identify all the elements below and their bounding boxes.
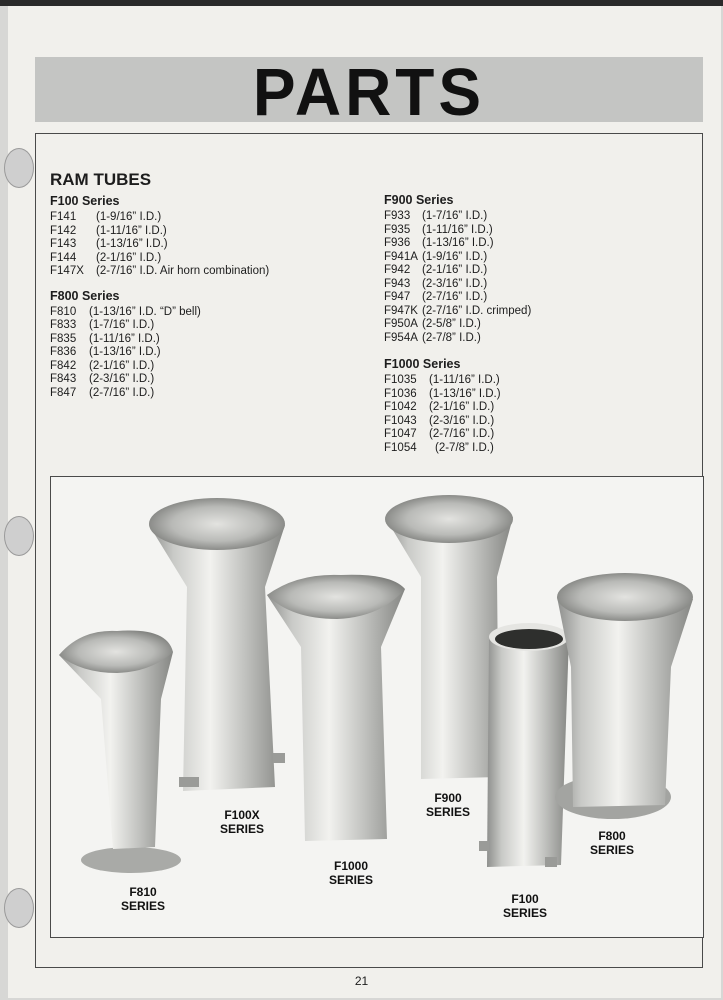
page-title: PARTS xyxy=(252,54,486,130)
part-row xyxy=(50,306,269,320)
part-description: (1-11/16” I.D.) xyxy=(422,223,493,236)
part-description: (1-13/16” I.D.) xyxy=(422,237,494,249)
part-row xyxy=(384,401,531,415)
part-row xyxy=(384,251,531,265)
part-number: F935 xyxy=(384,223,411,236)
part-row xyxy=(50,211,269,225)
f100-label: F100 SERIES xyxy=(502,892,547,920)
part-row xyxy=(384,237,531,251)
part-row xyxy=(384,415,531,429)
part-number: F833 xyxy=(50,319,77,331)
part-number: F942 xyxy=(384,264,411,276)
series-heading: F1000 Series xyxy=(384,357,461,371)
part-number: F836 xyxy=(50,346,77,358)
part-row xyxy=(50,373,269,387)
part-number: F144 xyxy=(50,251,77,264)
part-number: F947 xyxy=(384,291,411,303)
part-row xyxy=(50,225,269,239)
part-number: F1035 xyxy=(384,374,417,386)
part-number: F142 xyxy=(50,224,77,237)
part-description: (2-7/16” I.D.) xyxy=(89,386,155,399)
series-heading: F900 Series xyxy=(384,193,454,207)
series-block-f800 xyxy=(50,289,269,401)
series-heading: F100 Series xyxy=(50,194,120,208)
part-description: (2-1/16” I.D.) xyxy=(96,251,162,264)
part-number: F1043 xyxy=(384,414,417,427)
part-number: F1054 xyxy=(384,441,417,454)
part-description: (1-9/16” I.D.) xyxy=(96,211,162,223)
part-row xyxy=(384,442,531,456)
part-number: F943 xyxy=(384,277,411,290)
part-row xyxy=(384,305,531,319)
f900-label: F900 SERIES xyxy=(425,791,470,819)
parts-column-left xyxy=(50,194,269,400)
part-description: (2-3/16” I.D.) xyxy=(422,277,488,290)
part-row xyxy=(50,319,269,333)
part-description: (2-7/16” I.D. Air horn combination) xyxy=(96,265,270,277)
part-number: F936 xyxy=(384,237,411,249)
binder-hole-top xyxy=(4,148,34,188)
part-description: (1-7/16” I.D.) xyxy=(422,210,488,222)
f100x-label: F100X SERIES xyxy=(219,808,264,836)
part-description: (1-13/16” I.D.) xyxy=(96,238,168,250)
part-row xyxy=(384,278,531,292)
part-number: F947K xyxy=(384,304,418,317)
part-description: (1-13/16” I.D.) xyxy=(89,346,161,358)
part-row xyxy=(50,265,269,279)
series-block-f100 xyxy=(50,194,269,279)
part-row xyxy=(384,388,531,402)
series-block-f1000 xyxy=(384,357,531,455)
parts-list xyxy=(50,211,269,279)
part-row xyxy=(50,238,269,252)
part-number: F954A xyxy=(384,331,418,344)
part-number: F835 xyxy=(50,332,77,345)
f800-tube xyxy=(555,573,693,819)
part-number: F842 xyxy=(50,359,77,372)
part-row xyxy=(384,224,531,238)
parts-list xyxy=(50,306,269,401)
series-heading: F800 Series xyxy=(50,288,120,303)
part-description: (2-7/16” I.D.) xyxy=(429,428,495,440)
part-description: (2-1/16” I.D.) xyxy=(422,264,488,276)
part-description: (2-5/8” I.D.) xyxy=(422,318,481,330)
part-number: F941A xyxy=(384,250,418,263)
part-number: F933 xyxy=(384,210,411,222)
part-number: F1047 xyxy=(384,428,417,440)
part-row xyxy=(384,291,531,305)
part-description: (1-7/16” I.D.) xyxy=(89,319,155,331)
part-description: (2-7/16” I.D. crimped) xyxy=(422,304,532,317)
part-description: (1-11/16” I.D.) xyxy=(96,224,167,237)
section-title: RAM TUBES xyxy=(50,170,152,189)
f810-tube xyxy=(59,630,181,873)
part-description: (2-7/8” I.D.) xyxy=(422,331,481,344)
part-description: (2-7/16” I.D.) xyxy=(422,291,488,303)
part-description: (2-1/16” I.D.) xyxy=(89,359,155,372)
binder-hole-bottom xyxy=(4,888,34,928)
f1000-tube xyxy=(267,575,405,841)
part-row xyxy=(50,346,269,360)
part-number: F141 xyxy=(50,211,77,223)
part-number: F1036 xyxy=(384,387,417,400)
f1000-label: F1000 SERIES xyxy=(328,859,373,887)
ram-tubes-photo xyxy=(50,476,704,938)
parts-list xyxy=(384,210,531,345)
f810-label: F810 SERIES xyxy=(120,885,165,913)
part-number: F810 xyxy=(50,305,77,318)
part-row xyxy=(384,210,531,224)
title-banner xyxy=(35,54,703,130)
part-description: (1-9/16” I.D.) xyxy=(422,250,488,263)
part-row xyxy=(50,333,269,347)
part-description: (1-13/16” I.D. “D” bell) xyxy=(89,305,201,318)
part-description: (1-11/16” I.D.) xyxy=(429,374,500,386)
part-row xyxy=(50,360,269,374)
parts-column-right xyxy=(384,193,531,455)
part-description: (2-7/8” I.D.) xyxy=(435,441,494,454)
part-row xyxy=(384,428,531,442)
part-row xyxy=(50,387,269,401)
f800-label: F800 SERIES xyxy=(589,829,634,857)
part-number: F143 xyxy=(50,238,77,250)
part-description: (1-13/16” I.D.) xyxy=(429,387,501,400)
f100-tube xyxy=(479,623,569,867)
part-description: (1-11/16” I.D.) xyxy=(89,332,160,345)
part-description: (2-1/16” I.D.) xyxy=(429,401,495,413)
part-number: F847 xyxy=(50,386,77,399)
part-row xyxy=(384,318,531,332)
part-row xyxy=(384,332,531,346)
part-number: F147X xyxy=(50,265,84,277)
part-number: F1042 xyxy=(384,401,417,413)
part-description: (2-3/16” I.D.) xyxy=(429,414,495,427)
parts-list xyxy=(384,374,531,455)
part-number: F950A xyxy=(384,318,418,330)
part-description: (2-3/16” I.D.) xyxy=(89,373,155,385)
page-number: 21 xyxy=(354,974,369,988)
part-row xyxy=(384,264,531,278)
part-row xyxy=(50,252,269,266)
part-number: F843 xyxy=(50,373,77,385)
part-row xyxy=(384,374,531,388)
binder-hole-middle xyxy=(4,516,34,556)
series-block-f900 xyxy=(384,193,531,345)
